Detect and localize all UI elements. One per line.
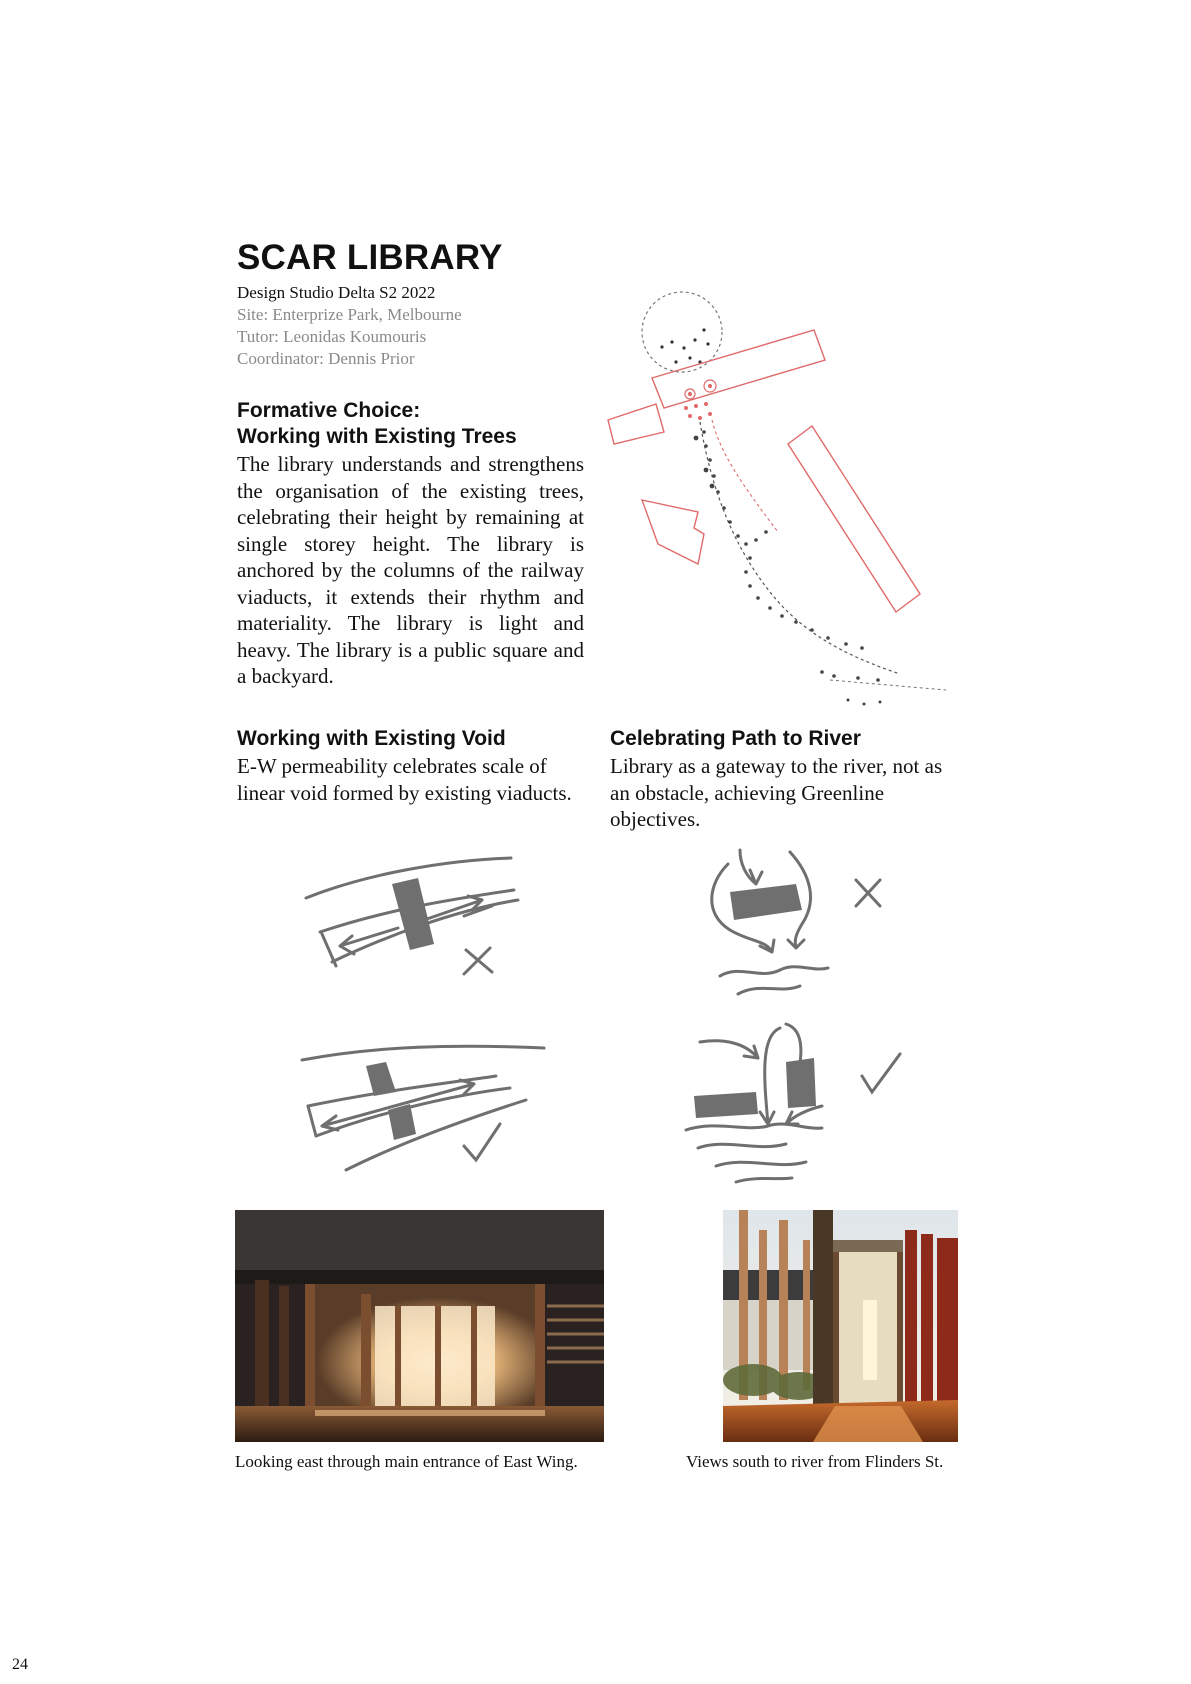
coordinator-line: Coordinator: Dennis Prior xyxy=(237,349,415,368)
red-tree-dots xyxy=(684,402,712,420)
red-path xyxy=(712,420,778,532)
void-heading: Working with Existing Void xyxy=(237,727,506,750)
east-wing-render xyxy=(235,1210,604,1442)
tree-cluster-dots xyxy=(660,328,709,363)
building-block xyxy=(392,878,434,950)
east-wing-render-illustration xyxy=(235,1210,604,1442)
cross-mark-icon xyxy=(464,948,492,974)
formative-heading-line2: Working with Existing Trees xyxy=(237,425,517,448)
tree-markers xyxy=(685,380,716,399)
tutor-line: Tutor: Leonidas Koumouris xyxy=(237,327,427,346)
formative-body: The library understands and strengthens the organisation of the existing trees, celebrating their height by remaining at single storey height. The library is anchored by the columns of the railway viaducts, it extends their rhythm and materiality. The library is light and heavy. The library is a public square and a backyard. xyxy=(237,452,584,688)
void-sketch-rejected xyxy=(296,850,526,1010)
site-plan-diagram xyxy=(600,282,970,722)
river-sketch-accepted xyxy=(676,1020,916,1190)
site-line: Site: Enterprize Park, Melbourne xyxy=(237,305,462,324)
river-body: Library as a gateway to the river, not as an obstacle, achieving Greenline objectives. xyxy=(610,754,943,831)
scattered-tree-dots xyxy=(694,430,882,705)
cross-mark-icon xyxy=(856,880,880,906)
view-south-render-illustration xyxy=(723,1210,958,1442)
building-outlines xyxy=(608,330,920,612)
studio-line: Design Studio Delta S2 2022 xyxy=(237,283,436,302)
void-body: E-W permeability celebrates scale of linear void formed by existing viaducts. xyxy=(237,754,572,805)
caption-east-wing: Looking east through main entrance of East Wing. xyxy=(235,1452,578,1471)
tree-cluster-circle xyxy=(642,292,722,372)
river-sketch-rejected xyxy=(700,844,900,1004)
check-mark-icon xyxy=(862,1054,900,1092)
check-mark-icon xyxy=(464,1124,500,1160)
page-number: 24 xyxy=(12,1656,28,1673)
river-heading: Celebrating Path to River xyxy=(610,727,861,750)
river-edge xyxy=(830,680,946,690)
void-sketch-accepted xyxy=(296,1030,546,1190)
caption-view-south: Views south to river from Flinders St. xyxy=(686,1452,944,1471)
project-title: SCAR LIBRARY xyxy=(237,238,503,277)
formative-heading-line1: Formative Choice: xyxy=(237,399,421,422)
formative-heading xyxy=(237,398,577,450)
view-south-render xyxy=(723,1210,958,1442)
path-to-river xyxy=(700,422,900,674)
